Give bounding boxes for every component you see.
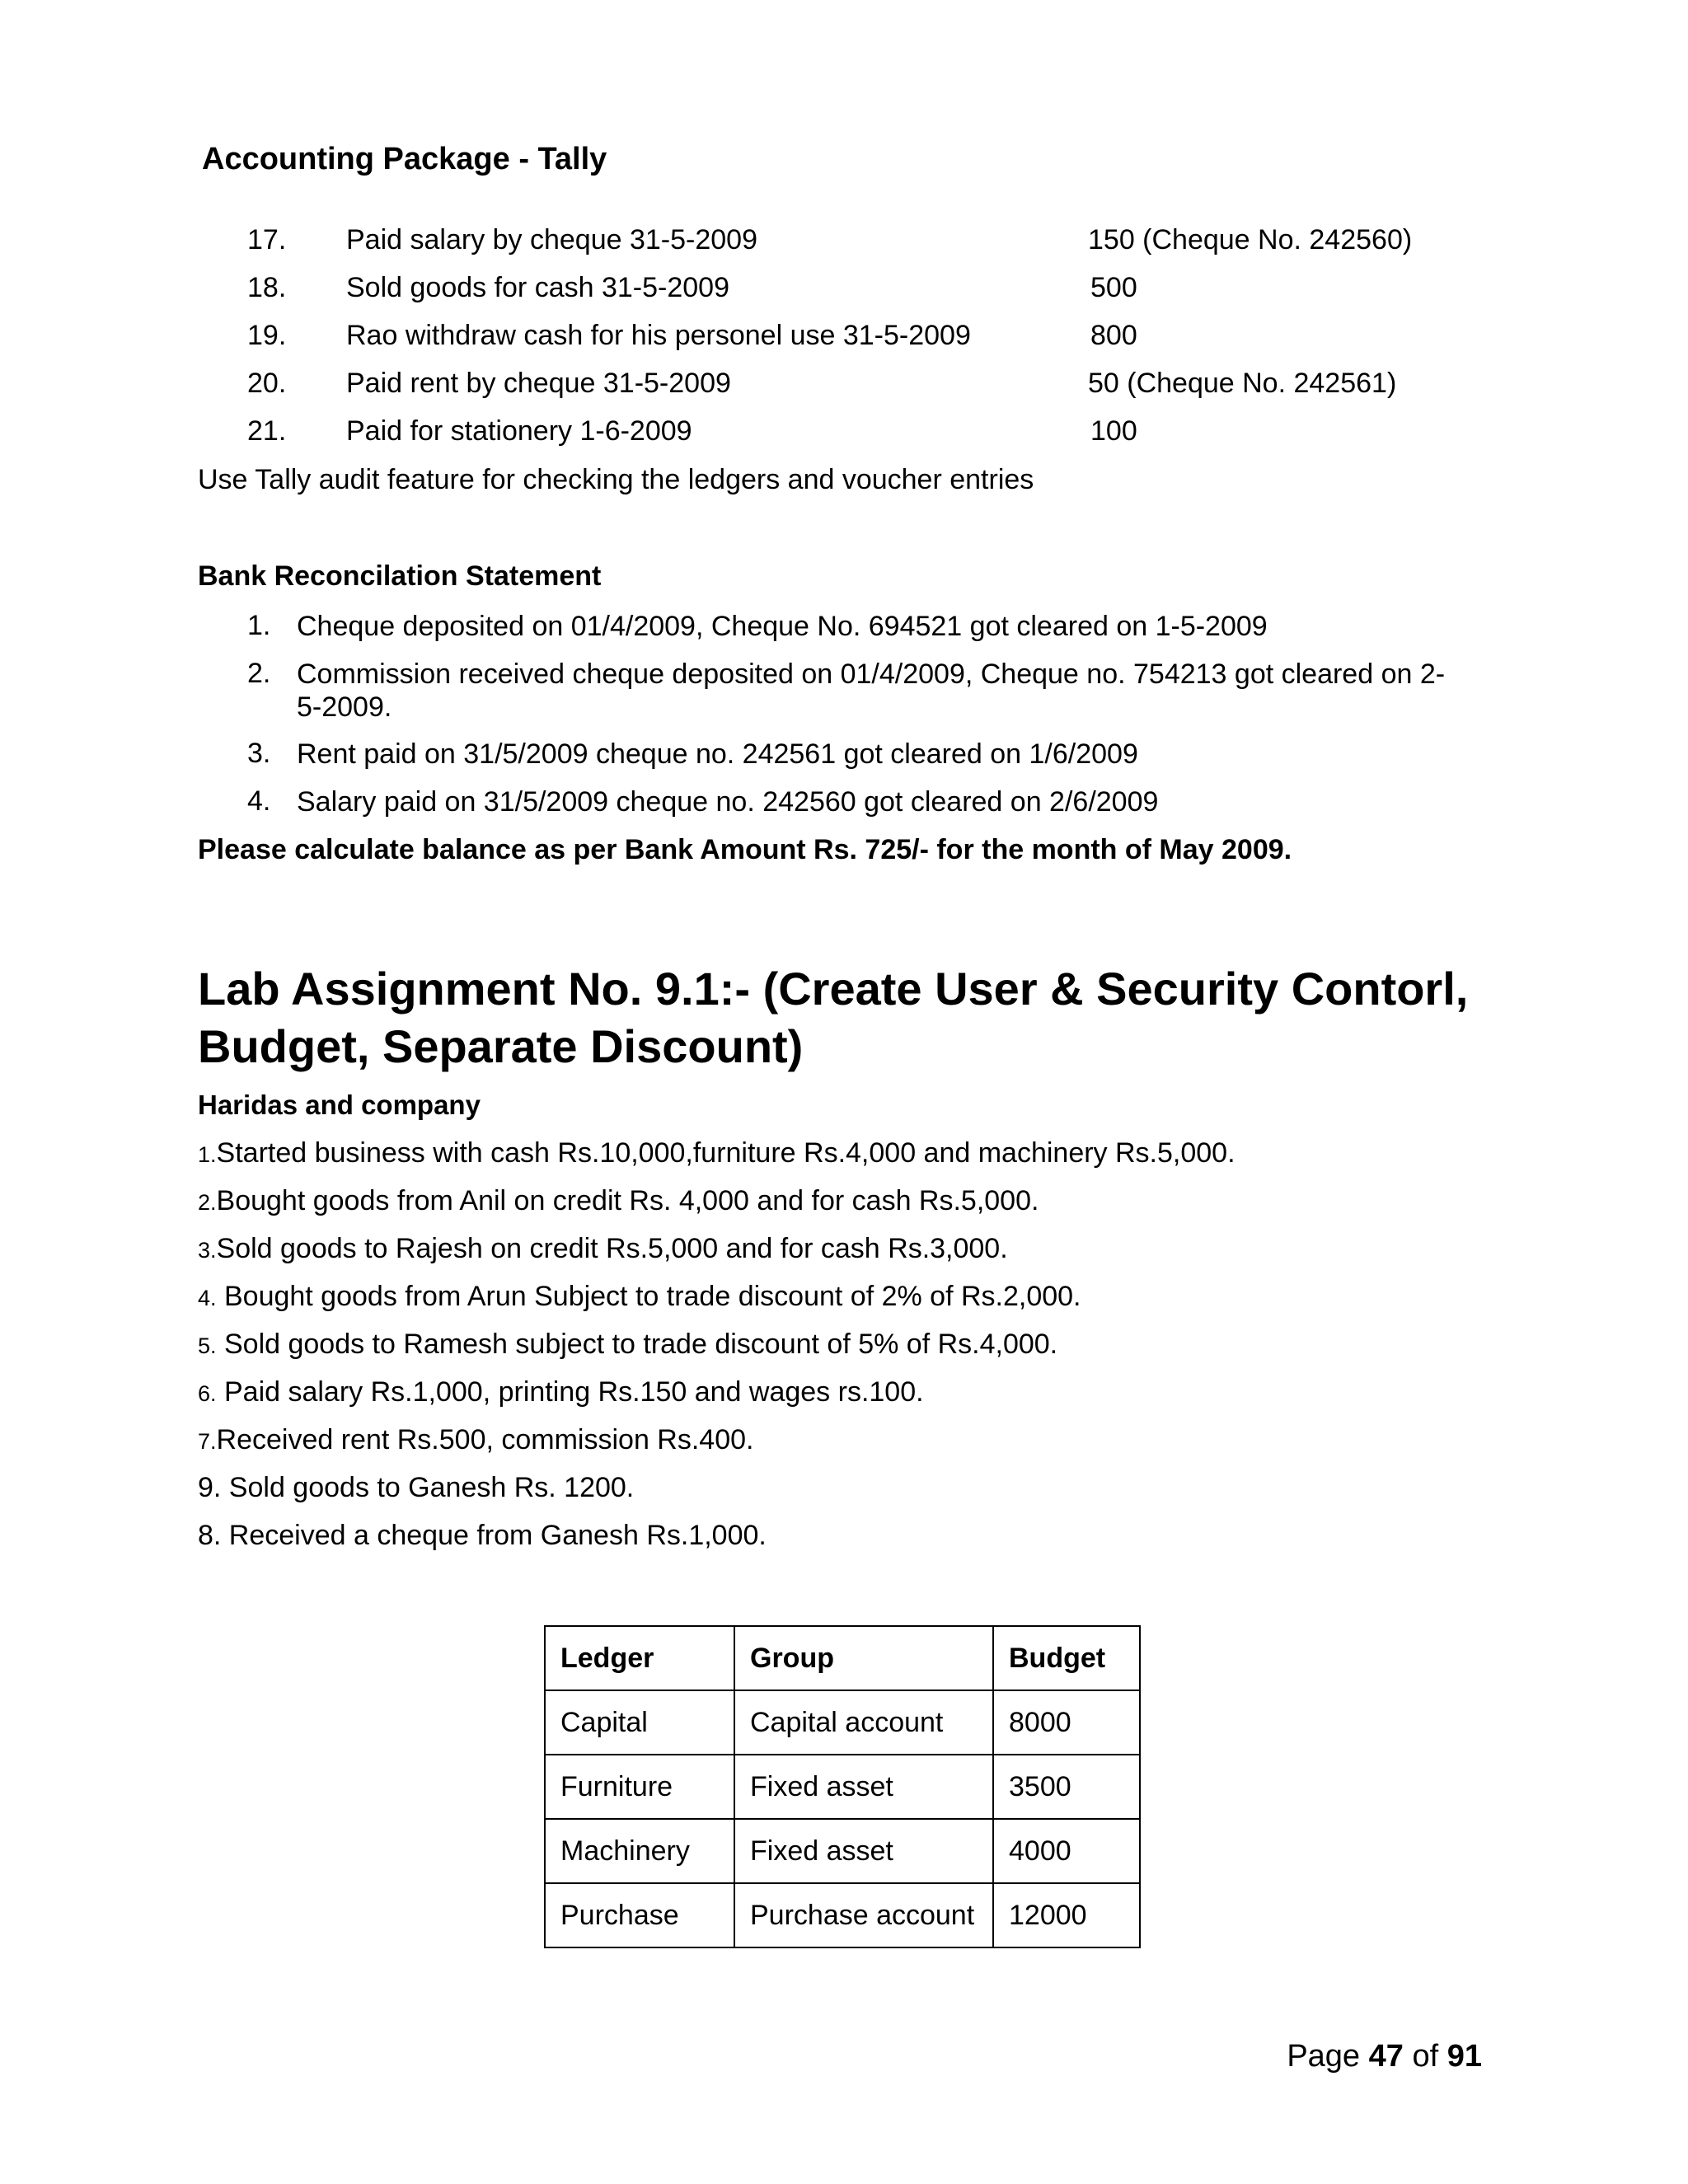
table-cell: 3500 bbox=[993, 1755, 1140, 1819]
table-header-row bbox=[545, 1626, 1140, 1690]
table-cell: Fixed asset bbox=[734, 1819, 993, 1883]
list-item bbox=[198, 1185, 1039, 1217]
list-item-text: Received a cheque from Ganesh Rs.1,000. bbox=[221, 1520, 767, 1551]
brs-item-number: 1. bbox=[247, 610, 271, 641]
current-page: 47 bbox=[1368, 2039, 1404, 2074]
transaction-number: 17. bbox=[247, 224, 287, 255]
list-item-text: Sold goods to Ganesh Rs. 1200. bbox=[221, 1472, 635, 1503]
table-cell: Furniture bbox=[545, 1755, 734, 1819]
table-row bbox=[545, 1819, 1140, 1883]
list-item-text: Bought goods from Arun Subject to trade discount of 2% of Rs.2,000. bbox=[216, 1281, 1081, 1312]
transaction-number: 21. bbox=[247, 415, 287, 447]
table-row bbox=[545, 1755, 1140, 1819]
brs-item-number: 4. bbox=[247, 785, 271, 817]
list-item-text: Bought goods from Anil on credit Rs. 4,000 and for cash Rs.5,000. bbox=[216, 1185, 1039, 1216]
table-row bbox=[545, 1883, 1140, 1947]
brs-item-number: 3. bbox=[247, 738, 271, 769]
transaction-amount: 100 bbox=[1090, 415, 1137, 447]
table-cell: Capital account bbox=[734, 1690, 993, 1755]
brs-item-text: Rent paid on 31/5/2009 cheque no. 242561 got cleared on 1/6/2009 bbox=[297, 738, 1138, 770]
list-item-number: 9. bbox=[198, 1472, 222, 1503]
brs-item-number: 2. bbox=[247, 658, 271, 689]
list-item-text: Sold goods to Rajesh on credit Rs.5,000 and for cash Rs.3,000. bbox=[216, 1233, 1008, 1264]
list-item-number: 7. bbox=[198, 1429, 217, 1454]
transaction-amount: 150 (Cheque No. 242560) bbox=[1088, 224, 1413, 255]
table-cell: 4000 bbox=[993, 1819, 1140, 1883]
brs-item-text: Commission received cheque deposited on 01/4/2009, Cheque no. 754213 got cleared on 2-5-2009. bbox=[297, 658, 1446, 723]
table-cell: 8000 bbox=[993, 1690, 1140, 1755]
transaction-description: Rao withdraw cash for his personel use 31-5-2009 bbox=[346, 320, 971, 351]
table-cell: Machinery bbox=[545, 1819, 734, 1883]
transaction-amount: 800 bbox=[1090, 320, 1137, 351]
page-header: Accounting Package - Tally bbox=[202, 142, 607, 176]
table-cell: 12000 bbox=[993, 1883, 1140, 1947]
list-item-number: 3. bbox=[198, 1238, 217, 1263]
list-item-number: 2. bbox=[198, 1190, 217, 1215]
list-item-number: 6. bbox=[198, 1381, 217, 1406]
page-label: Page bbox=[1287, 2039, 1369, 2074]
page-of: of bbox=[1403, 2039, 1447, 2074]
budget-table bbox=[544, 1625, 1141, 1948]
list-item-number: 5. bbox=[198, 1333, 217, 1358]
transaction-description: Sold goods for cash 31-5-2009 bbox=[346, 272, 729, 303]
brs-instruction: Please calculate balance as per Bank Amount Rs. 725/- for the month of May 2009. bbox=[198, 834, 1292, 865]
list-item bbox=[198, 1281, 1081, 1313]
list-item-text: Started business with cash Rs.10,000,furniture Rs.4,000 and machinery Rs.5,000. bbox=[216, 1137, 1236, 1169]
transaction-number: 20. bbox=[247, 368, 287, 399]
list-item bbox=[198, 1137, 1236, 1169]
list-item-text: Paid salary Rs.1,000, printing Rs.150 and wages rs.100. bbox=[216, 1376, 924, 1408]
transaction-row bbox=[0, 415, 1688, 457]
transaction-amount: 50 (Cheque No. 242561) bbox=[1088, 368, 1397, 399]
list-item-text: Sold goods to Ramesh subject to trade discount of 5% of Rs.4,000. bbox=[216, 1329, 1058, 1360]
list-item bbox=[198, 1424, 753, 1456]
lab-assignment-title: Lab Assignment No. 9.1:- (Create User & Security Contorl, Budget, Separate Discount) bbox=[198, 963, 1469, 1072]
audit-note: Use Tally audit feature for checking the ledgers and voucher entries bbox=[198, 464, 1034, 495]
table-row bbox=[545, 1690, 1140, 1755]
list-item-number: 4. bbox=[198, 1286, 217, 1310]
table-cell: Fixed asset bbox=[734, 1755, 993, 1819]
column-header: Ledger bbox=[545, 1626, 734, 1690]
company-name: Haridas and company bbox=[198, 1090, 481, 1120]
column-header: Group bbox=[734, 1626, 993, 1690]
table-cell: Purchase bbox=[545, 1883, 734, 1947]
transaction-row bbox=[0, 368, 1688, 409]
column-header: Budget bbox=[993, 1626, 1140, 1690]
total-pages: 91 bbox=[1447, 2039, 1482, 2074]
list-item bbox=[198, 1329, 1057, 1361]
transaction-number: 19. bbox=[247, 320, 287, 351]
list-item bbox=[198, 1233, 1008, 1265]
table-cell: Capital bbox=[545, 1690, 734, 1755]
list-item-number: 1. bbox=[198, 1142, 217, 1167]
transaction-row bbox=[0, 224, 1688, 265]
transaction-description: Paid salary by cheque 31-5-2009 bbox=[346, 224, 757, 255]
transaction-row bbox=[0, 320, 1688, 361]
page-number bbox=[1287, 2039, 1482, 2074]
list-item-text: Received rent Rs.500, commission Rs.400. bbox=[216, 1424, 754, 1455]
transaction-description: Paid for stationery 1-6-2009 bbox=[346, 415, 692, 447]
brs-item-text: Cheque deposited on 01/4/2009, Cheque No. 694521 got cleared on 1-5-2009 bbox=[297, 611, 1268, 642]
transaction-number: 18. bbox=[247, 272, 287, 303]
list-item bbox=[198, 1472, 634, 1504]
transaction-description: Paid rent by cheque 31-5-2009 bbox=[346, 368, 731, 399]
transaction-amount: 500 bbox=[1090, 272, 1137, 303]
list-item-number: 8. bbox=[198, 1520, 222, 1551]
list-item bbox=[198, 1376, 924, 1408]
list-item bbox=[198, 1520, 767, 1552]
table-cell: Purchase account bbox=[734, 1883, 993, 1947]
transaction-row bbox=[0, 272, 1688, 313]
brs-title: Bank Reconcilation Statement bbox=[198, 560, 602, 592]
brs-item-text: Salary paid on 31/5/2009 cheque no. 242560 got cleared on 2/6/2009 bbox=[297, 786, 1159, 818]
